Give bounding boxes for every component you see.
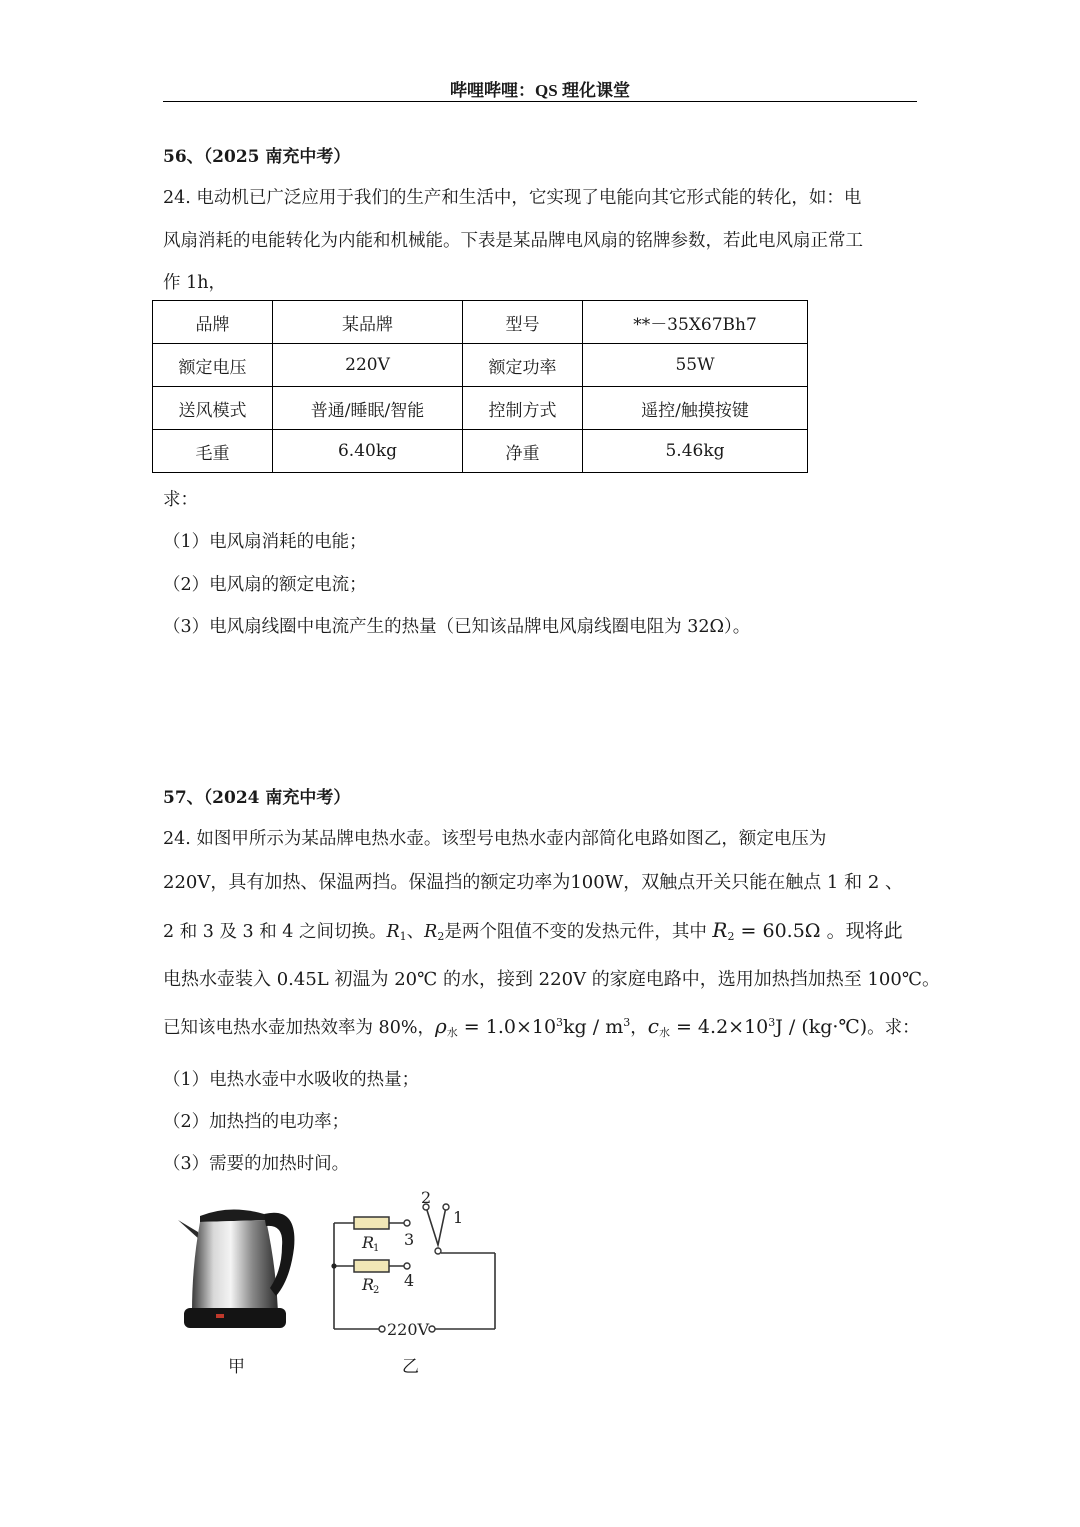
page-header: 哔哩哔哩：QS 理化课堂 — [450, 81, 630, 100]
contact-1 — [443, 1204, 449, 1210]
contact-label-3: 3 — [404, 1230, 415, 1249]
kettle-lid — [200, 1209, 266, 1222]
table-row — [153, 344, 808, 387]
contact-4 — [404, 1263, 410, 1269]
spec-table — [152, 300, 808, 473]
kettle-indicator — [216, 1314, 224, 1318]
q56-item-1: （1）电风扇消耗的电能； — [163, 532, 367, 552]
junction-dot — [331, 1263, 336, 1268]
label-r2: R — [362, 1275, 375, 1294]
resistor-r2 — [354, 1260, 389, 1272]
q57-item-2: （2）加热挡的电功率； — [163, 1112, 350, 1132]
table-cell: 额定电压 — [153, 344, 273, 387]
table-cell: 普通/睡眠/智能 — [273, 387, 463, 430]
table-cell: 5.46kg — [583, 430, 808, 473]
kettle-body — [192, 1220, 278, 1312]
resistor-r1 — [354, 1217, 389, 1229]
q56-ask: 求： — [163, 490, 198, 510]
table-cell: 220V — [273, 344, 463, 387]
figure-label-yi: 乙 — [402, 1357, 419, 1377]
q57-line-4: 电热水壶装入 0.45L 初温为 20℃ 的水，接到 220V 的家庭电路中，选用加热挡加热至 100℃。 — [163, 969, 940, 990]
kettle-base — [184, 1308, 286, 1328]
table-cell: 额定功率 — [463, 344, 583, 387]
table-cell: 净重 — [463, 430, 583, 473]
q56-item-3: （3）电风扇线圈中电流产生的热量（已知该品牌电风扇线圈电阻为 32Ω）。 — [163, 617, 751, 637]
contact-label-2: 2 — [421, 1188, 432, 1207]
contact-label-4: 4 — [404, 1271, 415, 1290]
q56-line-2: 风扇消耗的电能转化为内能和机械能。下表是某品牌电风扇的铭牌参数，若此电风扇正常工 — [163, 231, 863, 251]
switch-pivot — [435, 1248, 441, 1254]
supply-terminal — [379, 1326, 385, 1332]
table-cell: 遥控/触摸按键 — [583, 387, 808, 430]
q57-heading: 57、（2024 南充中考） — [163, 788, 351, 808]
table-cell: 某品牌 — [273, 301, 463, 344]
contact-label-1: 1 — [453, 1208, 464, 1227]
table-cell: 品牌 — [153, 301, 273, 344]
label-r1-sub: 1 — [373, 1243, 380, 1254]
q56-item-2: （2）电风扇的额定电流； — [163, 575, 367, 595]
q57-item-1: （1）电热水壶中水吸收的热量； — [163, 1070, 420, 1090]
table-cell: **－35X67Bh7 — [583, 301, 808, 344]
q57-line-1: 24. 如图甲所示为某品牌电热水壶。该型号电热水壶内部简化电路如图乙，额定电压为 — [163, 829, 827, 849]
switch-blade — [426, 1207, 446, 1245]
q56-line-1: 24. 电动机已广泛应用于我们的生产和生活中，它实现了电能向其它形式能的转化，如：电 — [163, 188, 862, 208]
table-row — [153, 301, 808, 344]
q57-line-5: 已知该电热水壶加热效率为 80%，$\rho_水 = 1.0\times 10^3kg / m^3$，$c_水 = 4.2\times 10^3J$ / (kg·℃)。求： — [163, 1014, 920, 1039]
table-cell: 控制方式 — [463, 387, 583, 430]
q56-heading: 56、（2025 南充中考） — [163, 147, 351, 167]
q56-line-3: 作 1h， — [163, 273, 226, 293]
q57-line-2: 220V，具有加热、保温两挡。保温挡的额定功率为100W，双触点开关只能在触点 1 和 2 、 — [163, 872, 904, 893]
circuit-diagram — [320, 1185, 510, 1345]
table-cell: 6.40kg — [273, 430, 463, 473]
table-row — [153, 430, 808, 473]
q57-item-3: （3）需要的加热时间。 — [163, 1154, 350, 1174]
contact-3 — [404, 1220, 410, 1226]
table-cell: 毛重 — [153, 430, 273, 473]
table-cell: 55W — [583, 344, 808, 387]
kettle-spout — [178, 1220, 200, 1240]
figure-label-jia: 甲 — [228, 1357, 245, 1377]
label-r1: R — [362, 1233, 375, 1252]
table-cell: 型号 — [463, 301, 583, 344]
label-r2-sub: 2 — [373, 1285, 380, 1296]
q57-line-3: 2 和 3 及 3 和 4 之间切换。$R_1$、$R_2$是两个阻值不变的发热元件，其中 $R_2 = 60.5\Omega$ 。现将此 — [163, 918, 903, 943]
table-row — [153, 387, 808, 430]
supply-terminal — [429, 1326, 435, 1332]
kettle-figure — [172, 1196, 302, 1336]
supply-label: 220V — [387, 1320, 430, 1339]
header-divider — [163, 101, 917, 102]
table-cell: 送风模式 — [153, 387, 273, 430]
